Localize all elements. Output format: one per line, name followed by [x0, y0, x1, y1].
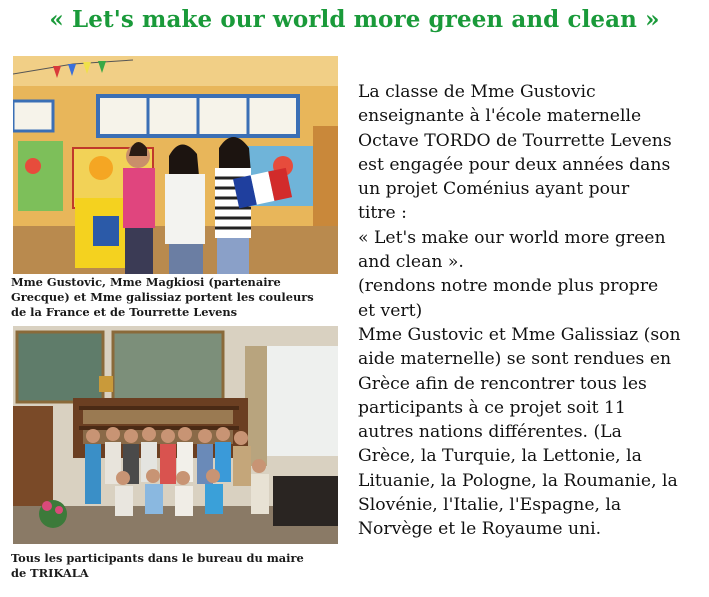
- article-line: Mme Gustovic et Mme Galissiaz (son: [358, 324, 681, 345]
- article-line: participants à ce projet soit 11: [358, 397, 626, 418]
- article-body: [358, 80, 703, 542]
- article-line: Norvège et le Royaume uni.: [358, 519, 602, 540]
- article-line: Grèce afin de rencontrer tous les: [358, 373, 647, 394]
- article-line: and clean ».: [358, 252, 464, 273]
- article-line: Grèce, la Turquie, la Lettonie, la: [358, 446, 642, 467]
- article-line: un projet Coménius ayant pour: [358, 179, 630, 200]
- article-line: est engagée pour deux années dans: [358, 154, 671, 175]
- page-title: « Let's make our world more green and clean »: [49, 6, 660, 33]
- photo-caption-2: Tous les participants dans le bureau du maire de TRIKALA: [11, 551, 304, 580]
- article-line: « Let's make our world more green: [358, 227, 666, 248]
- article-line: enseignante à l'école maternelle: [358, 106, 642, 127]
- article-line: Lituanie, la Pologne, la Roumanie, la: [358, 470, 678, 491]
- group-photo: [13, 326, 338, 544]
- article-line: (rendons notre monde plus propre: [358, 276, 659, 297]
- article-line: autres nations différentes. (La: [358, 422, 622, 443]
- article-line: Octave TORDO de Tourrette Levens: [358, 130, 672, 151]
- photo-caption-1: Mme Gustovic, Mme Magkiosi (partenaire Grecque) et Mme galissiaz portent les couleurs de la France et de Tourrette Levens: [11, 275, 314, 319]
- article-line: et vert): [358, 300, 423, 321]
- article-line: aide maternelle) se sont rendues en: [358, 349, 672, 370]
- classroom-photo: [13, 56, 338, 274]
- article-line: titre :: [358, 203, 407, 224]
- article-line: La classe de Mme Gustovic: [358, 82, 596, 102]
- article-line: Slovénie, l'Italie, l'Espagne, la: [358, 495, 622, 516]
